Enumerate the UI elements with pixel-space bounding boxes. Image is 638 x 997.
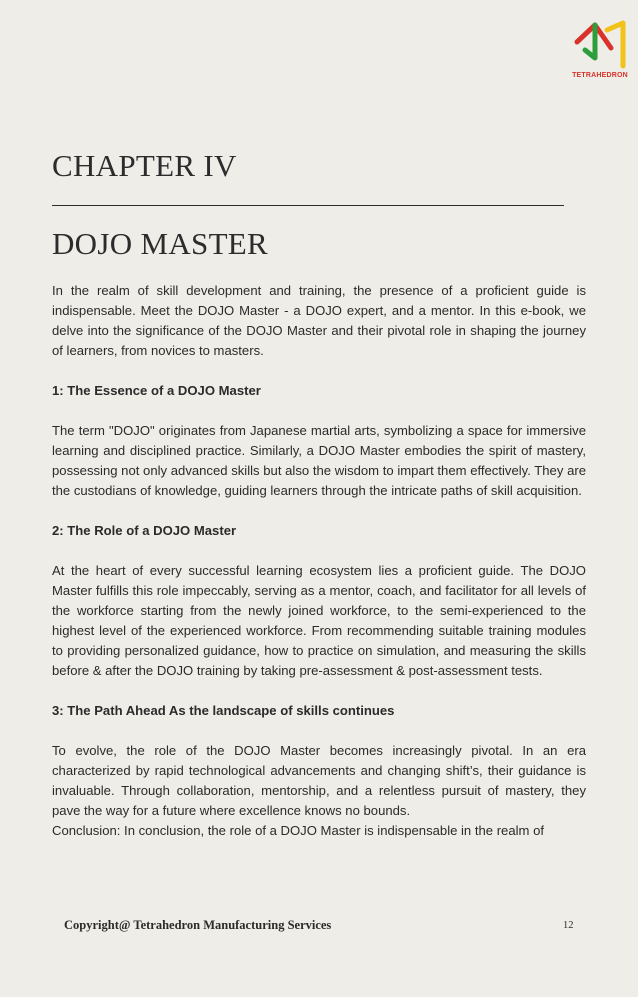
body-content: [52, 281, 586, 841]
logo-brand-text: TETRAHEDRON: [572, 72, 628, 79]
section-heading-1: 1: The Essence of a DOJO Master: [52, 383, 261, 398]
intro-paragraph: In the realm of skill development and training, the presence of a proficient guide is indispensable. Meet the DOJO Master - a DOJO expert, and a mentor. In this e-book, we delve into the significance of the DOJO Master and their pivotal role in shaping the journey of learners, from novices to masters.: [52, 283, 586, 358]
section-heading-3: 3: The Path Ahead As the landscape of skills continues: [52, 703, 395, 718]
section-body-1: The term "DOJO" originates from Japanese martial arts, symbolizing a space for immersive learning and disciplined practice. Similarly, a DOJO Master embodies the spirit of mastery, possessing not only advanced skills but also the wisdom to impart them effectively. They are the custodians of knowledge, guiding learners through the intricate paths of skill acquisition.: [52, 423, 586, 498]
chapter-label: CHAPTER IV: [52, 148, 237, 183]
section-body-3: To evolve, the role of the DOJO Master becomes increasingly pivotal. In an era characterized by rapid technological advancements and changing shift’s, their guidance is invaluable. Through collaboration, mentorship, and a relentless pursuit of mastery, they pave the way for a future where excellence knows no bounds.: [52, 743, 586, 818]
page-title: DOJO MASTER: [52, 226, 269, 261]
conclusion-paragraph: Conclusion: In conclusion, the role of a DOJO Master is indispensable in the realm of: [52, 823, 544, 838]
section-heading-2: 2: The Role of a DOJO Master: [52, 523, 237, 538]
tetrahedron-logo: [568, 20, 632, 90]
footer-copyright: Copyright@ Tetrahedron Manufacturing Services: [64, 918, 332, 932]
title-divider: [52, 205, 564, 206]
section-body-2: At the heart of every successful learning ecosystem lies a proficient guide. The DOJO Master fulfills this role impeccably, serving as a mentor, coach, and facilitator for all levels of the workforce starting from the newly joined workforce, to the semi-experienced to the highest level of the experienced workforce. From recommending suitable training modules to providing personalized guidance, how to practice on simulation, and measuring the skills before & after the DOJO training by taking pre-assessment & post-assessment tests.: [52, 563, 586, 678]
tetrahedron-logo-icon: [573, 20, 627, 70]
page-number: 12: [563, 920, 574, 931]
